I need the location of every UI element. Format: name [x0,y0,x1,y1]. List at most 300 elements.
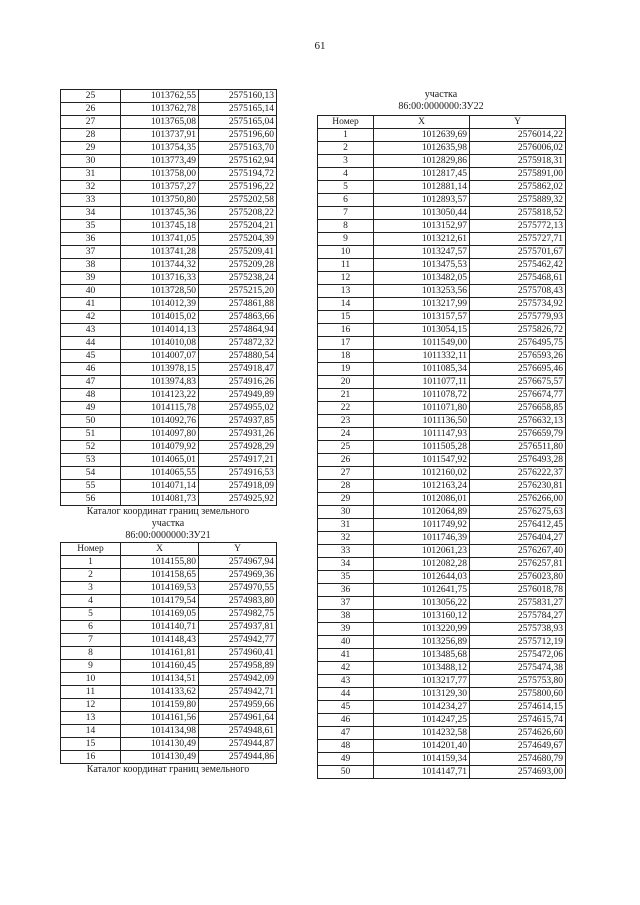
point-number: 9 [318,233,374,246]
point-number: 16 [61,751,121,764]
point-number: 13 [318,285,374,298]
coord-y: 2575215,20 [199,285,277,298]
coord-y: 2574864,94 [199,324,277,337]
coord-y: 2575204,39 [199,233,277,246]
coord-y: 2575196,60 [199,129,277,142]
coord-y: 2575734,92 [470,298,566,311]
coord-y: 2574944,87 [199,738,277,751]
point-number: 46 [61,363,121,376]
table-row [61,181,277,194]
header-number: Номер [318,116,374,129]
table-row [61,751,277,764]
point-number: 2 [61,569,121,582]
coord-x: 1014159,80 [121,699,199,712]
coord-x: 1013212,61 [374,233,470,246]
point-number: 42 [318,662,374,675]
point-number: 26 [61,103,121,116]
coord-x: 1011078,72 [374,389,470,402]
point-number: 31 [318,519,374,532]
coord-x: 1013220,99 [374,623,470,636]
point-number: 9 [61,660,121,673]
coord-y: 2576593,26 [470,350,566,363]
coord-x: 1013744,32 [121,259,199,272]
coord-y: 2576412,45 [470,519,566,532]
point-number: 35 [318,571,374,584]
table-row [318,233,566,246]
table-row [61,634,277,647]
table-row [318,571,566,584]
coord-y: 2575712,19 [470,636,566,649]
point-number: 51 [61,428,121,441]
coord-x: 1014140,71 [121,621,199,634]
coord-y: 2574863,66 [199,311,277,324]
table-row [318,623,566,636]
table-row [61,233,277,246]
coord-y: 2575889,32 [470,194,566,207]
coord-y: 2574983,80 [199,595,277,608]
coord-y: 2576659,79 [470,428,566,441]
table-row [318,688,566,701]
coord-x: 1014159,34 [374,753,470,766]
table-row [318,545,566,558]
caption-zu21-footer: Каталог координат границ земельного [86,764,250,775]
table-row [61,660,277,673]
coord-x: 1011071,80 [374,402,470,415]
table-row [61,220,277,233]
table-row [61,272,277,285]
point-number: 5 [318,181,374,194]
table-row [61,738,277,751]
point-number: 1 [318,129,374,142]
point-number: 14 [61,725,121,738]
table-row [61,103,277,116]
coord-x: 1013056,22 [374,597,470,610]
table-row [61,441,277,454]
caption-zu21 [60,506,276,542]
coordinates-table-zu21 [60,542,277,764]
table-row [318,428,566,441]
coord-y: 2575918,31 [470,155,566,168]
point-number: 17 [318,337,374,350]
table-row [318,272,566,285]
point-number: 5 [61,608,121,621]
coord-y: 2574937,81 [199,621,277,634]
table-row [61,621,277,634]
point-number: 36 [318,584,374,597]
coord-y: 2576658,85 [470,402,566,415]
coord-y: 2574931,26 [199,428,277,441]
point-number: 29 [318,493,374,506]
coord-x: 1013217,77 [374,675,470,688]
point-number: 25 [318,441,374,454]
coord-x: 1014015,02 [121,311,199,324]
point-number: 49 [61,402,121,415]
coord-y: 2575202,58 [199,194,277,207]
coord-y: 2575800,60 [470,688,566,701]
coord-y: 2576230,81 [470,480,566,493]
coord-x: 1014123,22 [121,389,199,402]
coord-y: 2574937,85 [199,415,277,428]
point-number: 12 [61,699,121,712]
table-row [318,337,566,350]
coord-x: 1014115,78 [121,402,199,415]
coord-x: 1014012,39 [121,298,199,311]
table-row [61,415,277,428]
coord-x: 1013765,08 [121,116,199,129]
table-row [61,712,277,725]
table-row [61,699,277,712]
coord-y: 2575779,93 [470,311,566,324]
point-number: 2 [318,142,374,155]
coord-y: 2575209,41 [199,246,277,259]
coord-y: 2574960,41 [199,647,277,660]
point-number: 49 [318,753,374,766]
point-number: 40 [61,285,121,298]
point-number: 18 [318,350,374,363]
coord-y: 2574649,67 [470,740,566,753]
point-number: 53 [61,454,121,467]
coord-x: 1014148,43 [121,634,199,647]
coord-y: 2575826,72 [470,324,566,337]
coord-x: 1013160,12 [374,610,470,623]
point-number: 46 [318,714,374,727]
coord-x: 1012644,03 [374,571,470,584]
coord-x: 1013488,12 [374,662,470,675]
coord-x: 1013754,35 [121,142,199,155]
table-row [318,649,566,662]
coord-y: 2574626,60 [470,727,566,740]
table-row [61,454,277,467]
point-number: 47 [61,376,121,389]
coord-y: 2575160,13 [199,90,277,103]
coord-y: 2574925,92 [199,493,277,506]
coord-x: 1011077,11 [374,376,470,389]
point-number: 3 [61,582,121,595]
point-number: 44 [61,337,121,350]
coord-x: 1014169,53 [121,582,199,595]
table-row [61,556,277,569]
table-row [61,467,277,480]
coord-x: 1014147,71 [374,766,470,779]
coord-x: 1014130,49 [121,751,199,764]
point-number: 25 [61,90,121,103]
point-number: 4 [318,168,374,181]
coord-x: 1014247,25 [374,714,470,727]
coord-x: 1013217,99 [374,298,470,311]
table-row [61,311,277,324]
coord-y: 2576267,40 [470,545,566,558]
coord-y: 2574917,21 [199,454,277,467]
table-row [318,324,566,337]
coord-x: 1014007,07 [121,350,199,363]
point-number: 29 [61,142,121,155]
point-number: 7 [318,207,374,220]
point-number: 37 [318,597,374,610]
coord-y: 2575738,93 [470,623,566,636]
point-number: 30 [61,155,121,168]
table-row [61,673,277,686]
coord-x: 1013247,57 [374,246,470,259]
table-row [318,740,566,753]
coord-x: 1012163,24 [374,480,470,493]
point-number: 50 [61,415,121,428]
table-row [318,610,566,623]
coord-x: 1012635,98 [374,142,470,155]
coord-y: 2574967,94 [199,556,277,569]
point-number: 28 [318,480,374,493]
point-number: 41 [318,649,374,662]
point-number: 37 [61,246,121,259]
point-number: 45 [318,701,374,714]
table-body [61,90,277,506]
header-number: Номер [61,543,121,556]
table-row [318,311,566,324]
coord-x: 1013741,28 [121,246,199,259]
table-row [318,584,566,597]
table-row [318,350,566,363]
point-number: 54 [61,467,121,480]
point-number: 48 [318,740,374,753]
point-number: 12 [318,272,374,285]
coord-y: 2576511,80 [470,441,566,454]
header-x: X [374,116,470,129]
coord-y: 2576222,37 [470,467,566,480]
table-row [61,480,277,493]
table-row [318,402,566,415]
coord-x: 1012881,14 [374,181,470,194]
table-row [61,116,277,129]
coord-y: 2575462,42 [470,259,566,272]
coord-x: 1012893,57 [374,194,470,207]
coord-y: 2575209,28 [199,259,277,272]
coord-x: 1014071,14 [121,480,199,493]
table-row [61,246,277,259]
coord-y: 2574942,09 [199,673,277,686]
table-row [318,467,566,480]
coord-x: 1013050,44 [374,207,470,220]
table-row [318,129,566,142]
point-number: 48 [61,389,121,402]
caption-line: участка [424,89,458,100]
coord-x: 1013773,49 [121,155,199,168]
page-number: 61 [314,40,326,52]
coord-y: 2575701,67 [470,246,566,259]
table-row [61,350,277,363]
point-number: 32 [318,532,374,545]
point-number: 24 [318,428,374,441]
coord-y: 2576257,81 [470,558,566,571]
point-number: 11 [318,259,374,272]
table-row [318,662,566,675]
coord-x: 1013129,30 [374,688,470,701]
point-number: 36 [61,233,121,246]
point-number: 34 [318,558,374,571]
coord-y: 2576023,80 [470,571,566,584]
point-number: 27 [61,116,121,129]
coord-x: 1014133,62 [121,686,199,699]
table-row [61,194,277,207]
coord-x: 1014097,80 [121,428,199,441]
point-number: 41 [61,298,121,311]
coord-x: 1013974,83 [121,376,199,389]
coord-x: 1013054,15 [374,324,470,337]
coord-y: 2575208,22 [199,207,277,220]
coord-x: 1014134,98 [121,725,199,738]
coord-y: 2575204,21 [199,220,277,233]
point-number: 43 [61,324,121,337]
coord-y: 2575862,02 [470,181,566,194]
caption-line: Каталог координат границ земельного [86,506,250,517]
coord-y: 2575818,52 [470,207,566,220]
table-row [318,415,566,428]
table-row [61,493,277,506]
coord-y: 2576493,28 [470,454,566,467]
coord-x: 1014014,13 [121,324,199,337]
point-number: 13 [61,712,121,725]
table-row [318,155,566,168]
coord-x: 1014161,81 [121,647,199,660]
point-number: 15 [61,738,121,751]
point-number: 11 [61,686,121,699]
coord-y: 2575165,04 [199,116,277,129]
header-x: X [121,543,199,556]
coord-y: 2574958,89 [199,660,277,673]
caption-line: 86:00:0000000:ЗУ22 [398,101,484,112]
table-row [318,675,566,688]
point-number: 26 [318,454,374,467]
table-row [61,428,277,441]
point-number: 39 [318,623,374,636]
point-number: 23 [318,415,374,428]
table-row [61,582,277,595]
coord-y: 2576266,00 [470,493,566,506]
point-number: 19 [318,363,374,376]
coord-y: 2575831,27 [470,597,566,610]
table-row [61,376,277,389]
point-number: 3 [318,155,374,168]
coord-x: 1013482,05 [374,272,470,285]
coord-x: 1011505,28 [374,441,470,454]
coord-x: 1014155,80 [121,556,199,569]
coord-x: 1013485,68 [374,649,470,662]
table-row [61,595,277,608]
coordinates-table-continued [60,89,277,506]
coord-y: 2575163,70 [199,142,277,155]
coord-x: 1012064,89 [374,506,470,519]
coord-y: 2574969,36 [199,569,277,582]
header-y: Y [199,543,277,556]
coord-x: 1013728,50 [121,285,199,298]
table-row [61,259,277,272]
header-row [61,543,277,556]
point-number: 34 [61,207,121,220]
table-row [61,337,277,350]
point-number: 42 [61,311,121,324]
coord-y: 2576404,27 [470,532,566,545]
coord-y: 2574916,53 [199,467,277,480]
table-row [61,363,277,376]
coord-y: 2575708,43 [470,285,566,298]
coord-y: 2576674,77 [470,389,566,402]
table-row [318,285,566,298]
coord-x: 1013737,91 [121,129,199,142]
caption-zu22 [317,89,565,113]
point-number: 22 [318,402,374,415]
point-number: 33 [318,545,374,558]
table-row [61,725,277,738]
table-row [318,181,566,194]
point-number: 32 [61,181,121,194]
coord-x: 1014158,65 [121,569,199,582]
coord-y: 2574942,77 [199,634,277,647]
coord-y: 2575472,06 [470,649,566,662]
table-row [61,608,277,621]
point-number: 14 [318,298,374,311]
coord-x: 1012639,69 [374,129,470,142]
point-number: 27 [318,467,374,480]
coord-y: 2575196,22 [199,181,277,194]
coord-x: 1014161,56 [121,712,199,725]
coord-y: 2574918,09 [199,480,277,493]
coord-y: 2575468,61 [470,272,566,285]
coord-x: 1013152,97 [374,220,470,233]
coord-x: 1014134,51 [121,673,199,686]
table-row [61,324,277,337]
caption-line: 86:00:0000000:ЗУ21 [125,530,211,541]
coord-x: 1014169,05 [121,608,199,621]
table-row [318,259,566,272]
coord-x: 1012061,23 [374,545,470,558]
coord-y: 2574918,47 [199,363,277,376]
coord-x: 1014201,40 [374,740,470,753]
table-row [318,766,566,779]
table-body [318,129,566,779]
coord-x: 1011547,92 [374,454,470,467]
point-number: 8 [318,220,374,233]
coord-y: 2574949,89 [199,389,277,402]
coord-y: 2576018,78 [470,584,566,597]
table-row [61,142,277,155]
table-row [61,298,277,311]
coord-x: 1014179,54 [121,595,199,608]
coord-x: 1011749,92 [374,519,470,532]
coord-y: 2574982,75 [199,608,277,621]
coord-y: 2576695,46 [470,363,566,376]
table-row [318,298,566,311]
table-body [61,556,277,764]
coord-y: 2576675,57 [470,376,566,389]
coord-x: 1014092,76 [121,415,199,428]
table-row [318,389,566,402]
coord-x: 1013978,15 [121,363,199,376]
table-row [61,129,277,142]
point-number: 28 [61,129,121,142]
coord-x: 1012086,01 [374,493,470,506]
header-y: Y [470,116,566,129]
point-number: 30 [318,506,374,519]
coord-x: 1011136,50 [374,415,470,428]
coord-x: 1014081,73 [121,493,199,506]
coord-y: 2576275,63 [470,506,566,519]
point-number: 4 [61,595,121,608]
caption-line: участка [151,518,185,529]
table-row [318,519,566,532]
table-row [318,480,566,493]
coord-y: 2576632,13 [470,415,566,428]
coord-x: 1013253,56 [374,285,470,298]
coord-x: 1012160,02 [374,467,470,480]
point-number: 10 [318,246,374,259]
